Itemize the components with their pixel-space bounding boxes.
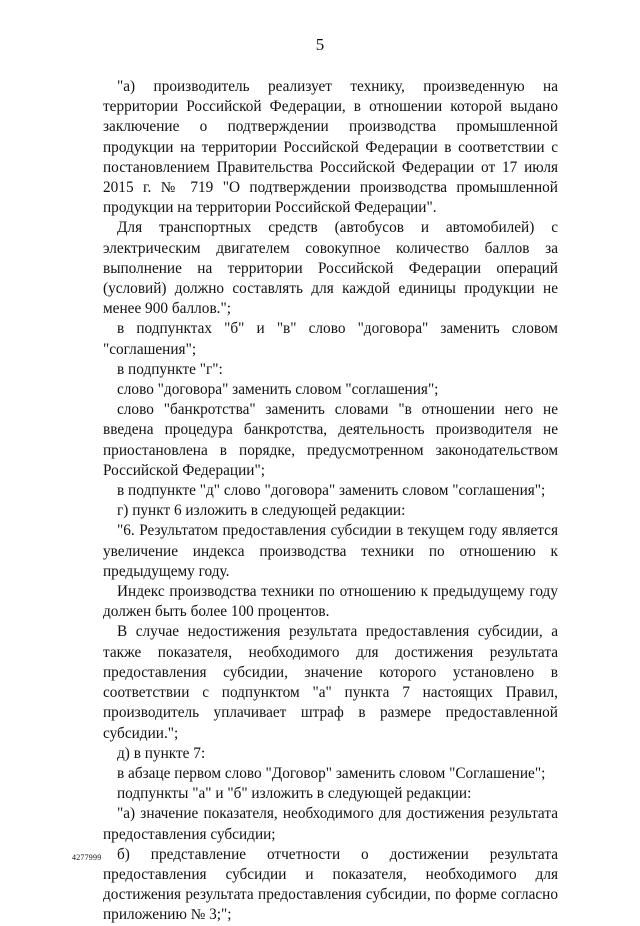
page-number: 5 — [315, 35, 325, 54]
paragraph-subpoints-b-v: в подпунктах "б" и "в" слово "договора" заменить словом "соглашения"; — [103, 320, 558, 358]
paragraph-subpoint-d: в подпункте "д" слово "договора" заменить словом "соглашения"; — [117, 482, 546, 500]
document-code: 4277999 — [72, 853, 102, 862]
paragraph-first-abzac: в абзаце первом слово "Договор" заменить словом "Соглашение"; — [117, 764, 546, 782]
paragraph-subpoints-a-b: подпункты "а" и "б" изложить в следующей редакции: — [117, 785, 472, 803]
document-body — [103, 77, 558, 926]
paragraph-point-6-intro: г) пункт 6 изложить в следующей редакции: — [117, 502, 406, 520]
paragraph-penalty: В случае недостижения результата предоставления субсидии, а также показателя, необходимого для достижения результата предоставления субсидии, значение которого установлено в соответствии с подпунктом "а" пункта 7 настоящих Правил, производитель уплачивает штраф в размере предоставленной субсидии."; — [103, 623, 558, 742]
paragraph-point-6-result: "6. Результатом предоставления субсидии в текущем году является увеличение индекса производства техники по отношению к предыдущему году. — [103, 522, 558, 580]
paragraph-point-7-intro: д) в пункте 7: — [117, 744, 206, 762]
paragraph-word-replace-1: слово "договора" заменить словом "соглашения"; — [117, 381, 439, 399]
paragraph-production-index: Индекс производства техники по отношению к предыдущему году должен быть более 100 процентов. — [103, 583, 558, 621]
paragraph-electric-vehicles: Для транспортных средств (автобусов и автомобилей) с электрическим двигателем совокупное количество баллов за выполнение на территории Российской Федерации операций (условий) должно составлять для каждой единицы продукции не менее 900 баллов."; — [103, 219, 558, 318]
paragraph-reporting: б) представление отчетности о достижении результата предоставления субсидии и показателя, необходимого для достижения результата предоставления субсидии, по форме согласно приложению № 3;"; — [103, 845, 558, 924]
paragraph-indicator-value: "а) значение показателя, необходимого для достижения результата предоставления субсидии; — [103, 805, 558, 843]
paragraph-subpoint-g: в подпункте "г": — [117, 360, 223, 378]
paragraph-subpoint-a: "а) производитель реализует технику, произведенную на территории Российской Федерации, в отношении которой выдано заключение о подтверждении производства промышленной продукции на территории Российской Федерации в соответствии с постановлением Правительства Российской Федерации от 17 июля 2015 г. № 719 "О подтверждении производства промышленной продукции на территории Российской Федерации". — [103, 78, 558, 217]
paragraph-bankruptcy: слово "банкротства" заменить словами "в отношении него не введена процедура банкротства, деятельность производителя не приостановлена в порядке, предусмотренном законодательством Российской Федерации"; — [103, 401, 558, 479]
